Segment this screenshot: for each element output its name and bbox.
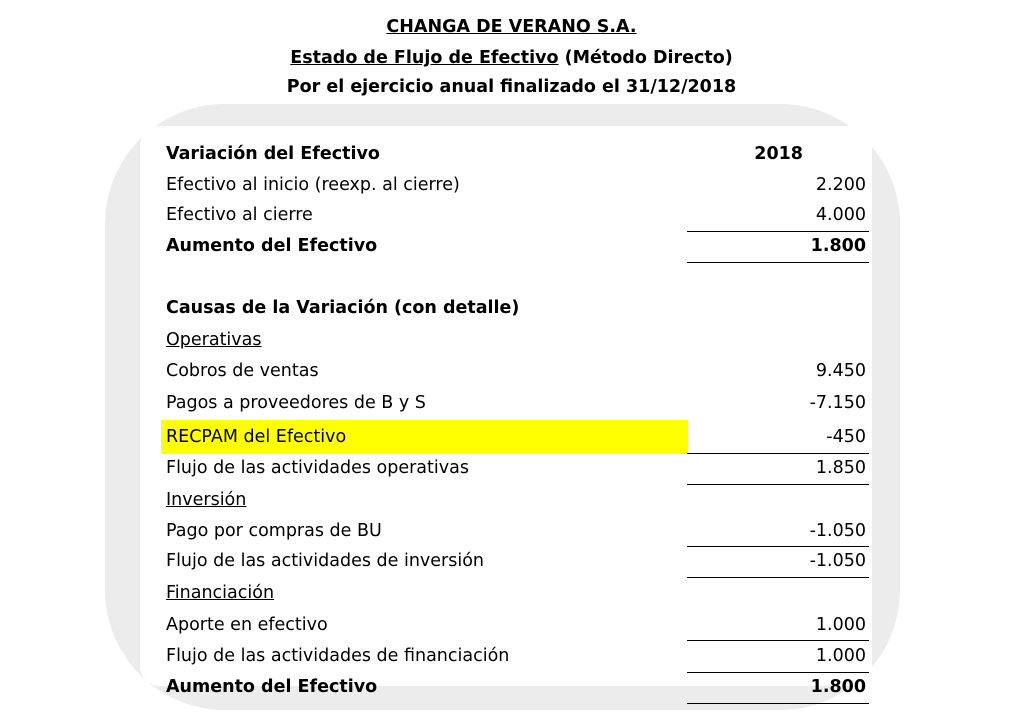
row-label: Efectivo al cierre — [166, 205, 313, 225]
row-value: 2.200 — [815, 175, 866, 195]
row-label: Aporte en efectivo — [166, 615, 328, 635]
statement-method: (Método Directo) — [564, 48, 733, 68]
statement-name: Estado de Flujo de Efectivo — [290, 48, 559, 68]
section-operativas: Operativas — [166, 330, 262, 350]
subtotal-rule — [687, 231, 869, 232]
table-row-subtotal — [0, 457, 1023, 483]
subtotal-rule — [687, 640, 869, 641]
row-label: Aumento del Efectivo — [166, 236, 378, 256]
section-inversion: Inversión — [166, 490, 247, 510]
table-row-total — [0, 235, 1023, 261]
section-financiacion: Financiación — [166, 583, 275, 603]
subtotal-rule — [687, 453, 869, 454]
total-rule — [687, 262, 869, 263]
row-label: RECPAM del Efectivo — [166, 427, 347, 447]
row-value: -450 — [826, 427, 866, 447]
table-row-highlighted — [0, 426, 1023, 452]
variation-heading: Variación del Efectivo — [166, 144, 380, 164]
row-label: Pagos a proveedores de B y S — [166, 393, 426, 413]
causes-heading: Causas de la Variación (con detalle) — [166, 298, 520, 318]
causes-heading-row — [0, 297, 1023, 323]
section-heading-row — [0, 329, 1023, 355]
row-value: 1.000 — [815, 646, 866, 666]
row-label: Flujo de las actividades de financiación — [166, 646, 510, 666]
row-value: -7.150 — [809, 393, 866, 413]
statement-title — [0, 48, 1023, 68]
subtotal-rule — [687, 546, 869, 547]
row-label: Flujo de las actividades operativas — [166, 458, 469, 478]
subtotal-rule — [687, 577, 869, 578]
year-header: 2018 — [754, 144, 803, 164]
table-row — [0, 174, 1023, 200]
table-row — [0, 614, 1023, 640]
row-label: Pago por compras de BU — [166, 521, 382, 541]
table-row-subtotal — [0, 645, 1023, 671]
section-heading-row — [0, 582, 1023, 608]
row-label: Cobros de ventas — [166, 361, 319, 381]
row-label: Efectivo al inicio (reexp. al cierre) — [166, 175, 460, 195]
subtotal-rule — [687, 672, 869, 673]
table-row-subtotal — [0, 550, 1023, 576]
row-value: -1.050 — [809, 551, 866, 571]
row-value: 1.800 — [810, 236, 866, 256]
table-row-total — [0, 676, 1023, 702]
row-value: 9.450 — [815, 361, 866, 381]
subtotal-rule — [687, 484, 869, 485]
statement-period: Por el ejercicio anual finalizado el 31/12/2018 — [286, 77, 737, 97]
row-label: Aumento del Efectivo — [166, 677, 378, 697]
row-label: Flujo de las actividades de inversión — [166, 551, 485, 571]
row-value: 1.000 — [815, 615, 866, 635]
row-value: 4.000 — [815, 205, 866, 225]
total-rule — [687, 703, 869, 704]
table-row — [0, 360, 1023, 386]
table-row — [0, 520, 1023, 546]
section-heading-row — [0, 489, 1023, 515]
row-value: -1.050 — [809, 521, 866, 541]
table-row — [0, 392, 1023, 418]
variation-heading-row — [0, 143, 1023, 169]
company-title: CHANGA DE VERANO S.A. — [386, 17, 637, 37]
table-row — [0, 204, 1023, 230]
row-value: 1.850 — [815, 458, 866, 478]
row-value: 1.800 — [810, 677, 866, 697]
